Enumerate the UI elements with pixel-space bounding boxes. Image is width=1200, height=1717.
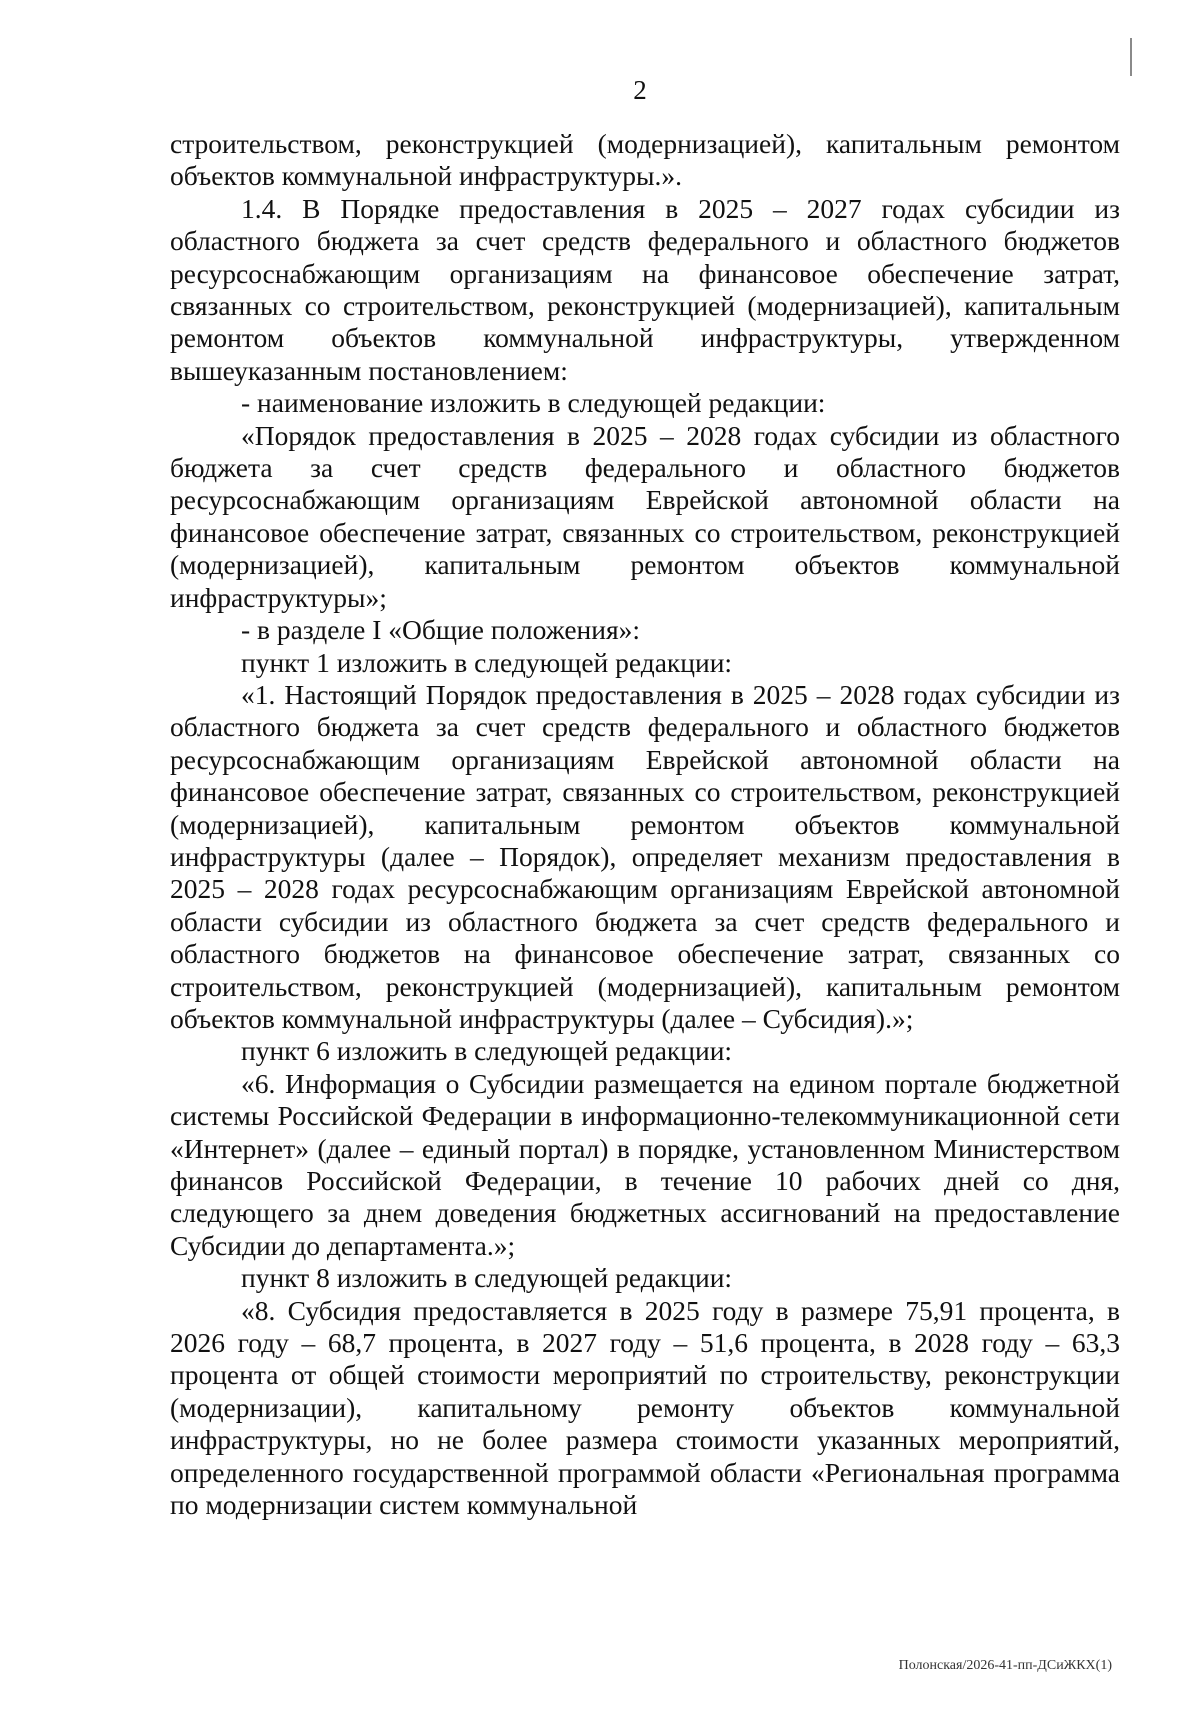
paragraph-continuation: строительством, реконструкцией (модернизацией), капитальным ремонтом объектов коммунальной инфраструктуры.». xyxy=(170,128,1120,192)
paragraph-point-1-intro: пункт 1 изложить в следующей редакции: xyxy=(241,646,733,678)
paragraph-point-8-text: «8. Субсидия предоставляется в 2025 году в размере 75,91 процента, в 2026 году – 68,7 процента, в 2027 году – 51,6 процента, в 2028 году – 63,3 процента от общей стоимости мероприятий по строительству, реконструкции (модернизации), капитальному ремонту объектов коммунальной инфраструктуры, но не более размера стоимости указанных мероприятий, определенного государственной программой области «Региональная программа по модернизации систем коммунальной xyxy=(170,1294,1120,1521)
paragraph-point-6-intro: пункт 6 изложить в следующей редакции: xyxy=(241,1035,733,1067)
scan-edge-mark xyxy=(1130,38,1132,76)
paragraph-item-1-4: 1.4. В Порядке предоставления в 2025 – 2027 годах субсидии из областного бюджета за счет средств федерального и областного бюджетов ресурсоснабжающим организациям на финансовое обеспечение затрат, связанных со строительством, реконструкцией (модернизацией), капитальным ремонтом объектов коммунальной инфраструктуры, утвержденном вышеуказанным постановлением: xyxy=(170,192,1120,386)
paragraph-point-8-intro: пункт 8 изложить в следующей редакции: xyxy=(241,1262,733,1294)
document-body xyxy=(170,128,1120,1521)
page-number: 2 xyxy=(633,75,647,105)
paragraph-new-name: «Порядок предоставления в 2025 – 2028 годах субсидии из областного бюджета за счет средств федерального и областного бюджетов ресурсоснабжающим организациям Еврейской автономной области на финансовое обеспечение затрат, связанных со строительством, реконструкцией (модернизацией), капитальным ремонтом объектов коммунальной инфраструктуры»; xyxy=(170,419,1120,613)
paragraph-name-change: - наименование изложить в следующей редакции: xyxy=(241,387,826,419)
paragraph-point-1-text: «1. Настоящий Порядок предоставления в 2025 – 2028 годах субсидии из областного бюджета за счет средств федерального и областного бюджетов ресурсоснабжающим организациям Еврейской автономной области на финансовое обеспечение затрат, связанных со строительством, реконструкцией (модернизацией), капитальным ремонтом объектов коммунальной инфраструктуры (далее – Порядок), определяет механизм предоставления в 2025 – 2028 годах ресурсоснабжающим организациям Еврейской автономной области субсидии из областного бюджета за счет средств федерального и областного бюджетов на финансовое обеспечение затрат, связанных со строительством, реконструкцией (модернизацией), капитальным ремонтом объектов коммунальной инфраструктуры (далее – Субсидия).»; xyxy=(170,678,1120,1034)
paragraph-point-6-text: «6. Информация о Субсидии размещается на едином портале бюджетной системы Российской Федерации в информационно-телекоммуникационной сети «Интернет» (далее – единый портал) в порядке, установленном Министерством финансов Российской Федерации, в течение 10 рабочих дней со дня, следующего за днем доведения бюджетных ассигнований на предоставление Субсидии до департамента.»; xyxy=(170,1067,1120,1261)
document-footer-code: Полонская/2026-41-пп-ДСиЖКХ(1) xyxy=(898,1658,1112,1673)
paragraph-section-1: - в разделе I «Общие положения»: xyxy=(241,614,641,646)
